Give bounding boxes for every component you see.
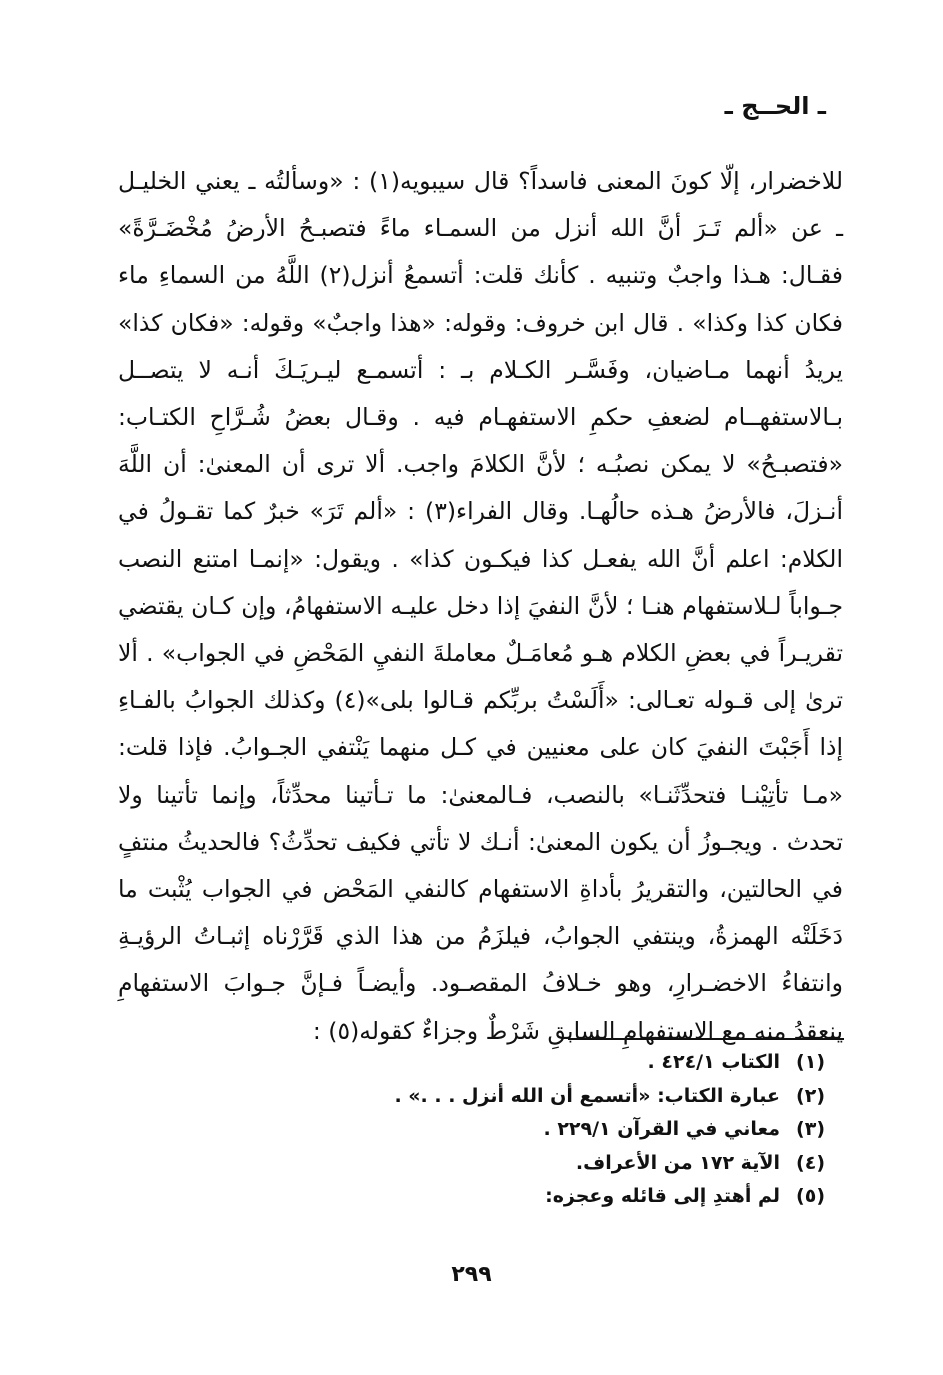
footnotes-list bbox=[225, 1046, 825, 1214]
footnote-text: عبارة الكتاب: «أتسمع أن الله أنزل . . .» . bbox=[394, 1084, 780, 1107]
footnote-number: (٢) bbox=[796, 1084, 825, 1107]
footnote-item bbox=[225, 1147, 825, 1181]
footnote-text: معاني في القرآن ٢٢٩/١ . bbox=[543, 1118, 780, 1140]
footnote-text: الكتاب ٤٢٤/١ . bbox=[647, 1051, 780, 1073]
footnote-item bbox=[225, 1113, 825, 1147]
footnote-number: (٣) bbox=[796, 1118, 825, 1140]
footnote-item bbox=[225, 1180, 825, 1214]
footnote-item bbox=[225, 1046, 825, 1080]
footnote-number: (٤) bbox=[796, 1151, 825, 1174]
footnote-number: (١) bbox=[796, 1051, 825, 1073]
footnote-number: (٥) bbox=[796, 1185, 825, 1207]
footnote-separator bbox=[568, 1038, 844, 1040]
running-header: ـ الحــج ـ bbox=[724, 92, 826, 120]
footnote-text: لم أهتدِ إلى قائله وعجزه: bbox=[545, 1185, 780, 1207]
footnote-text: الآية ١٧٢ من الأعراف. bbox=[575, 1151, 780, 1174]
footnote-item bbox=[225, 1080, 825, 1114]
page-number: ٢٩٩ bbox=[451, 1262, 492, 1287]
main-text-block bbox=[118, 158, 843, 1055]
body-paragraph: للاخضرار، إلّا كونَ المعنى فاسداً؟ قال سيبويه(١) : «وسألتُه ـ يعني الخليـل ـ عن «ألم تَـرَ أنَّ الله أنزل من السمـاء ماءً فتصبـحُ الأرضُ مُخْضَـرَّةً» فقـال: هـذا واجبٌ وتنبيه . كأنك قلت: أتسمعُ أنزل(٢) اللَّهُ من السماءِ ماء فكان كذا وكذا» . قال ابن خروف: وقوله: «هذا واجبٌ» وقوله: «فكان كذا» يريدُ أنهما مـاضيان، وفَسَّـر الكـلام بـ : أتسمـع ليـريَـكَ أنـه لا يتصــل بـالاستفهــام لضعفِ حكمِ الاستفهـام فيه . وقـال بعضُ شُـرَّاحِ الكتـاب: «فتصبـحُ» لا يمكن نصبُـه ؛ لأنَّ الكلامَ واجب. ألا ترى أن المعنىٰ: أن اللَّهَ أنـزلَ، فالأرضُ هـذه حالُهـا. وقال الفراء(٣) : «ألم تَرَ» خبرٌ كما تقـولُ في الكلام: اعلم أنَّ الله يفعـل كذا فيكـون كذا» . ويقول: «إنمـا امتنع النصب جـواباً لـلاستفهام هنـا ؛ لأنَّ النفيَ إذا دخل عليـه الاستفهامُ، وإن كـان يقتضي تقريـراً في بعضِ الكلام هـو مُعامَـلٌ معاملةَ النفيِ المَحْضِ في الجواب» . ألا ترىٰ إلى قـوله تعـالى: «أَلَسْتُ بربِّكم قـالوا بلى»(٤) وكذلك الجوابُ بالفـاءِ إذا أَجَبْتَ النفيَ كان على معنيين في كـل منهما يَنْتفي الجـوابُ. فإذا قلت: «مـا تأتِيْنـا فتحدِّثَنـا» بالنصب، فـالمعنىٰ: ما تـأتينا محدِّثاً، وإنما تأتينا ولا تحدث . ويجـوزُ أن يكون المعنىٰ: أنـك لا تأتي فكيف تحدِّثُ؟ فالحديثُ منتفٍ في الحالتين، والتقريرُ بأداةِ الاستفهام كالنفي المَحْض في الجواب يُثْبت ما دَخَلَتْه الهمزةُ، وينتفي الجوابُ، فيلزَمُ من هذا الذي قَرَّرْناه إثبـاتُ الرؤيـةِ وانتفاءُ الاخضـرارِ، وهو خـلافُ المقصـود. وأيضـاً فـإنَّ جـوابَ الاستفهامِ ينعقدُ منه مع الاستفهامِ السابقِ شَرْطٌ وجزاءٌ كقوله(٥) : bbox=[118, 167, 843, 1045]
